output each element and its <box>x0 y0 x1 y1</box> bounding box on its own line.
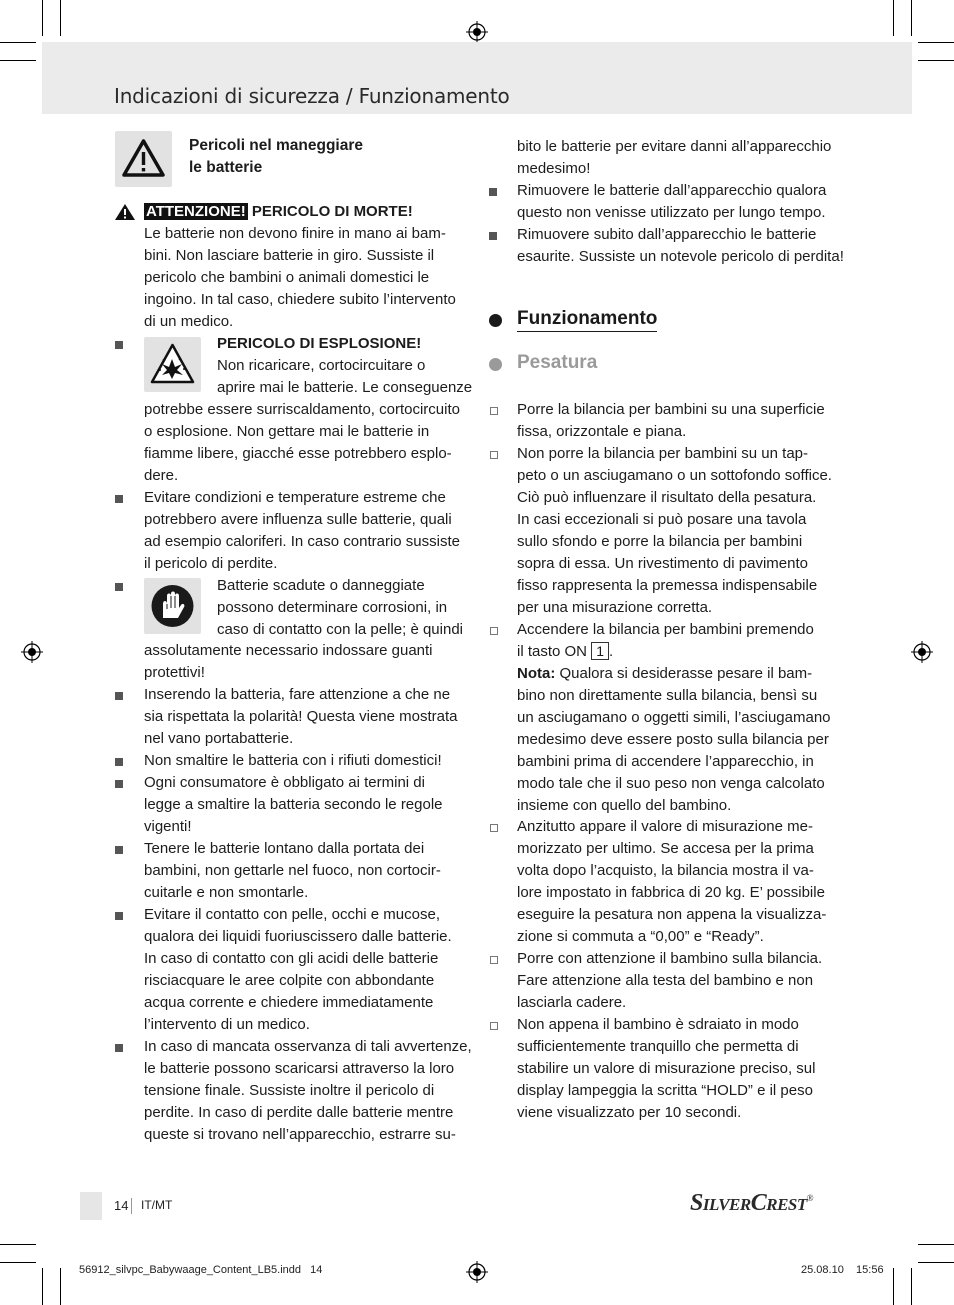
exhausted-paragraph: Rimuovere subito dall’apparecchio le batterie esaurite. Sussiste un notevole pericolo di perdita! <box>517 226 844 265</box>
crop-mark <box>918 60 954 61</box>
crop-mark <box>60 0 61 36</box>
step-1: Porre la bilancia per bambini su una superficie fissa, orizzontale e piana. <box>517 401 825 440</box>
step-bullet <box>490 1022 498 1030</box>
step-bullet <box>490 627 498 635</box>
list-bullet <box>115 846 123 854</box>
crop-mark <box>0 1262 36 1263</box>
list-bullet <box>115 758 123 766</box>
registration-mark-icon <box>466 1261 488 1283</box>
warning-tag: ATTENZIONE! <box>146 203 246 220</box>
list-bullet <box>489 188 497 196</box>
discharge-paragraph: In caso di mancata osservanza di tali avvertenze, le batterie possono scaricarsi attraverso la loro tensione finale. Sussiste inoltre il pericolo di perdite. In caso di perdite dalle batterie mentre queste si trovano nell’apparecchio, estrarre su- <box>144 1038 472 1143</box>
print-slug-date: 25.08.10 15:56 <box>801 1264 884 1276</box>
note-label: Nota: <box>517 665 556 682</box>
warning-triangle-icon <box>115 131 172 187</box>
crop-mark <box>893 0 894 36</box>
extreme-paragraph: Evitare condizioni e temperature estreme che potrebbero avere influenza sulle batterie, quali ad esempio caloriferi. In caso contrario sussiste il pericolo di perdite. <box>144 489 460 572</box>
step-bullet <box>490 407 498 415</box>
warning-paragraph: Le batterie non devono finire in mano ai bam- bini. Non lasciare batterie in giro. Sussiste il pericolo che bambini o animali domestici le ingoino. In tal caso, chiedere subito l’intervento di un medico. <box>144 225 456 330</box>
explosion-paragraph: potrebbe essere surriscaldamento, cortocircuito o esplosione. Non gettare mai le batterie in fiamme libere, giacché esse potrebbero esplo- dere. <box>144 401 460 484</box>
crop-mark <box>911 1268 912 1305</box>
gloves-paragraph: assolutamente necessario indossare guanti protettivi! <box>144 642 433 681</box>
footer-divider <box>131 1198 132 1214</box>
remove-paragraph: Rimuovere le batterie dall’apparecchio qualora questo non venisse utilizzato per lungo tempo. <box>517 182 827 221</box>
step-3: Accendere la bilancia per bambini premendo il tasto ON 1 . Nota: Qualora si desiderasse pesare il bam- bino non direttamente sulla bilancia, bensì su un asciugamano o oggetti simili, l’asciugamano medesimo deve essere posto sulla bilancia per bambini prima di accendere l’apparecchio, in modo tale che il suo peso non venga calcolato insieme con quello del bambino. <box>517 621 831 814</box>
crop-mark <box>42 1268 43 1305</box>
gloves-icon <box>144 578 201 634</box>
subsection-dot <box>489 358 502 371</box>
step-5: Porre con attenzione il bambino sulla bilancia. Fare attenzione alla testa del bambino e non lasciarla cadere. <box>517 950 823 1011</box>
crop-mark <box>0 42 36 43</box>
list-bullet <box>115 780 123 788</box>
list-bullet <box>115 912 123 920</box>
box-title: Pericoli nel maneggiare le batterie <box>189 137 364 176</box>
list-bullet <box>115 1044 123 1052</box>
registration-mark-icon <box>911 641 933 663</box>
contact-paragraph: Evitare il contatto con pelle, occhi e mucose, qualora dei liquidi fuoriuscissero dalle batterie. In caso di contatto con gli acidi delle batterie risciacquare le aree colpite con abbondante acqua corrente e chiedere immediatamente l’intervento di un medico. <box>144 906 452 1033</box>
print-slug-file: 56912_silvpc_Babywaage_Content_LB5.indd 14 <box>79 1264 323 1276</box>
step-6: Non appena il bambino è sdraiato in modo sufficientemente tranquillo che permetta di stabilire un valore di misurazione preciso, sul display lampeggia la scritta “HOLD” e il peso viene visualizzato per 10 secondi. <box>517 1016 816 1121</box>
page-number: 14 <box>114 1198 129 1213</box>
crop-mark <box>918 1244 954 1245</box>
crop-mark <box>60 1268 61 1305</box>
list-bullet <box>115 583 123 591</box>
registration-mark-icon <box>21 641 43 663</box>
polarity-paragraph: Inserendo la batteria, fare attenzione a che ne sia rispettata la polarità! Questa viene mostrata nel vano portabatterie. <box>144 686 458 747</box>
crop-mark <box>918 42 954 43</box>
waste-paragraph: Non smaltire le batteria con i rifiuti domestici! <box>144 752 442 769</box>
list-bullet <box>115 692 123 700</box>
crop-mark <box>0 60 36 61</box>
gloves-box <box>144 578 201 634</box>
page-title: Indicazioni di sicurezza / Funzionamento <box>114 84 510 108</box>
step-2: Non porre la bilancia per bambini su un tap- peto o un asciugamano o un sottofondo soffice. Ciò può influenzare il risultato della pesatura. In casi eccezionali si può posare una tavola sullo sfondo e porre la bilancia per bambini sopra di essa. Un rivestimento di pavimento fisso rappresenta la premessa indispensabile per una misurazione corretta. <box>517 445 832 616</box>
gloves-side-text: Batterie scadute o danneggiate possono determinare corrosioni, in caso di contatto con la pelle; è quindi <box>217 577 463 638</box>
step-bullet <box>490 824 498 832</box>
explosion-heading: PERICOLO DI ESPLOSIONE! <box>217 335 422 352</box>
crop-mark <box>42 0 43 36</box>
consumer-paragraph: Ogni consumatore è obbligato ai termini di legge a smaltire la batteria secondo le regole vigenti! <box>144 774 443 835</box>
crop-mark <box>893 1268 894 1305</box>
crop-mark <box>0 1244 36 1245</box>
explosion-icon <box>144 337 201 392</box>
warning-box <box>115 131 172 187</box>
crop-mark <box>918 1262 954 1263</box>
warning-heading: PERICOLO DI MORTE! <box>251 203 413 220</box>
list-bullet <box>115 341 123 349</box>
children-paragraph: Tenere le batterie lontano dalla portata dei bambini, non gettarle nel fuoco, non cortocir- cuitarle e non smontarle. <box>144 840 441 901</box>
explosion-side-text: Non ricaricare, cortocircuitare o aprire mai le batterie. Le conseguenze <box>217 357 473 396</box>
crop-mark <box>911 0 912 36</box>
explosion-box <box>144 337 201 392</box>
continued-paragraph: bito le batterie per evitare danni all’apparecchio medesimo! <box>517 138 832 177</box>
warning-triangle-icon <box>114 203 136 221</box>
list-bullet <box>489 232 497 240</box>
on-key-label: 1 <box>591 642 609 660</box>
step-4: Anzitutto appare il valore di misurazione me- morizzato per ultimo. Se accesa per la prima volta dopo l’acquisto, la bilancia mostra il va- lore impostato in fabbrica di 20 kg. E’ possibile eseguire la pesatura non appena la visualizza- zione si commuta a “0,00” e “Ready”. <box>517 818 827 945</box>
step-bullet <box>490 451 498 459</box>
list-bullet <box>115 495 123 503</box>
section-dot <box>489 314 502 327</box>
section-title: Funzionamento <box>517 308 657 332</box>
subsection-title: Pesatura <box>517 352 598 373</box>
brand-logo: SilverCrest® <box>690 1190 814 1216</box>
page-tab <box>80 1192 102 1220</box>
registration-mark-icon <box>466 21 488 43</box>
language-code: IT/MT <box>141 1198 173 1212</box>
step-bullet <box>490 956 498 964</box>
